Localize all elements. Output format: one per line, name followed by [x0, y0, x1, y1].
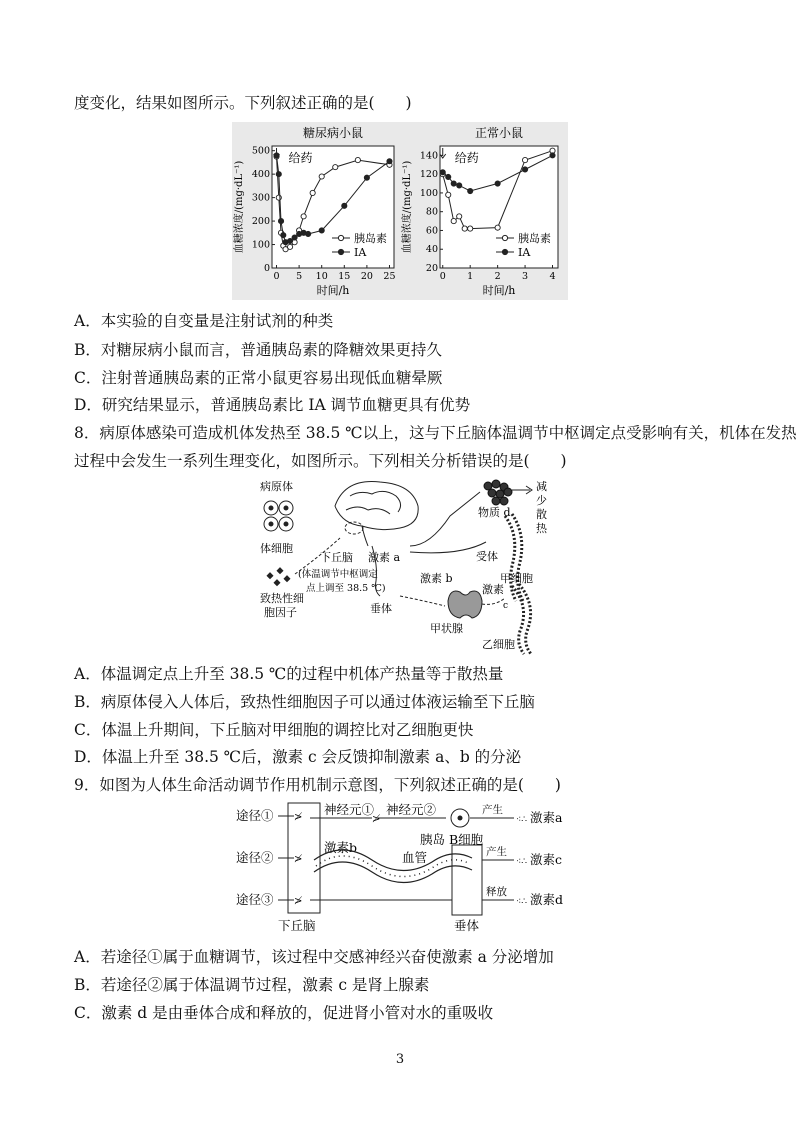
annotation-label: 给药 [288, 151, 313, 165]
route1-label: 途径① [236, 808, 274, 823]
cytokine-label-1: 致热性细 [260, 592, 304, 605]
x-tick-label: 0 [439, 271, 446, 282]
q9-option-a[interactable]: A．若途径①属于血糖调节，该过程中交感神经兴奋使激素 a 分泌增加 [74, 948, 554, 966]
q7-option-a[interactable]: A．本实验的自变量是注射试剂的种类 [74, 312, 334, 330]
annotation-label: 给药 [454, 151, 479, 165]
x-tick-label: 2 [494, 271, 501, 282]
data-point [342, 203, 347, 208]
x-tick-label: 10 [315, 271, 328, 282]
x-tick-label: 15 [338, 271, 351, 282]
setpoint-note-2: 点上调至 38.5 ℃) [306, 583, 386, 594]
data-point [468, 188, 473, 193]
body-cell-label: 体细胞 [260, 542, 293, 555]
data-point [451, 218, 456, 223]
y-tick-label: 200 [251, 216, 270, 228]
data-point [319, 228, 324, 233]
islet-label: 胰岛 B细胞 [420, 832, 484, 847]
x-tick-label: 5 [296, 271, 303, 282]
y-tick-label: 120 [419, 169, 438, 181]
islet-nucleus [458, 816, 463, 821]
synapse-mid: ≯ [372, 814, 381, 825]
y-tick-label: 400 [251, 169, 270, 181]
hormone-c-mark: c [503, 601, 509, 611]
data-point [281, 233, 286, 238]
cell-membrane-jia [505, 514, 523, 601]
y-tick-label: 100 [419, 187, 438, 199]
cell-yi-label: 乙细胞 [482, 638, 515, 651]
data-point [355, 157, 360, 162]
q7-option-c[interactable]: C．注射普通胰岛素的正常小鼠更容易出现低血糖晕厥 [74, 369, 443, 387]
hormone-c-label: 激素 [482, 583, 504, 596]
q7-option-d[interactable]: D．研究结果显示，普通胰岛素比 IA 调节血糖更具有优势 [74, 396, 471, 414]
q9-option-b[interactable]: B．若途径②属于体温调节过程，激素 c 是肾上腺素 [74, 976, 430, 994]
legend-label: 胰岛素 [354, 232, 387, 245]
data-point [364, 175, 369, 180]
y-axis-label: 血糖浓度/(mg·dL⁻¹) [234, 160, 245, 254]
substance-d-cluster [484, 480, 512, 505]
data-point [274, 153, 279, 158]
data-point [440, 170, 445, 175]
hormone-b-label: 激素b [324, 840, 358, 855]
x-tick-label: 4 [549, 271, 556, 282]
q8-stem-line2: 过程中会发生一系列生理变化，如图所示。下列相关分析错误的是( ) [74, 452, 567, 470]
brain-icon [335, 482, 418, 547]
data-point [550, 153, 555, 158]
legend-marker [338, 235, 343, 240]
data-point [387, 159, 392, 164]
q7-figure [232, 122, 568, 304]
legend-marker [502, 235, 507, 240]
q9-stem: 9．如图为人体生命活动调节作用机制示意图，下列叙述正确的是( ) [74, 776, 561, 794]
page-number: 3 [395, 1052, 405, 1067]
route2-label: 途径② [236, 850, 274, 865]
substance-d-label: 物质 d [478, 506, 511, 519]
body-cells [264, 501, 293, 531]
arrow-to-substance-d [410, 492, 480, 546]
synapse-1: ≯ [294, 812, 303, 823]
y-tick-label: 500 [251, 145, 270, 157]
x-axis-label: 时间/h [316, 284, 350, 297]
hypothalamus-label: 下丘脑 [278, 918, 316, 933]
heat-label-2: 少 [536, 494, 547, 507]
legend-marker [502, 249, 507, 254]
data-point [319, 174, 324, 179]
hormone-c-label: 激素c [530, 852, 563, 867]
thyroid-icon [448, 591, 482, 618]
q9-option-c[interactable]: C．激素 d 是由垂体合成和释放的，促进肾小管对水的重吸收 [74, 1004, 494, 1022]
y-tick-label: 140 [419, 150, 438, 162]
thyroid-label: 甲状腺 [430, 622, 463, 635]
q8-option-c[interactable]: C．体温上升期间，下丘脑对甲细胞的调控比对乙细胞更快 [74, 721, 474, 739]
y-tick-label: 20 [425, 263, 438, 274]
data-point [457, 214, 462, 219]
route-arrows-left [278, 816, 294, 900]
q9-diagram [232, 800, 572, 938]
hormone-b-label: 激素 b [420, 572, 453, 585]
y-tick-label: 0 [263, 263, 270, 274]
particles-d: ⁖∴ [516, 897, 527, 907]
release-label: 释放 [486, 886, 507, 898]
particles-a: ⁖∴ [516, 815, 527, 825]
q8-option-b[interactable]: B．病原体侵入人体后，致热性细胞因子可以通过体液运输至下丘脑 [74, 693, 535, 711]
x-tick-label: 0 [273, 271, 280, 282]
data-point [446, 174, 451, 179]
neuron2-label: 神经元② [386, 802, 437, 817]
particles-c: ⁖∴ [516, 857, 527, 867]
data-point [451, 181, 456, 186]
pituitary-label: 垂体 [454, 918, 480, 933]
hormone-d-label: 激素d [530, 892, 564, 907]
legend-label: 胰岛素 [518, 232, 551, 245]
q8-option-d[interactable]: D．体温上升至 38.5 ℃后，激素 c 会反馈抑制激素 a、b 的分泌 [74, 748, 522, 766]
receptor-label: 受体 [476, 550, 498, 563]
data-point [495, 225, 500, 230]
data-point [276, 195, 281, 200]
data-point [278, 218, 283, 223]
data-point [287, 244, 292, 249]
data-point [522, 167, 527, 172]
x-axis-label: 时间/h [482, 284, 516, 297]
y-axis-label: 血糖浓度/(mg·dL⁻¹) [402, 160, 413, 254]
heat-label-3: 散 [536, 508, 547, 521]
data-point [301, 214, 306, 219]
synapse-2: ≯ [294, 854, 303, 865]
data-point [468, 226, 473, 231]
y-tick-label: 80 [425, 206, 438, 218]
q8-diagram [250, 476, 560, 658]
data-point [292, 235, 297, 240]
pituitary-label: 垂体 [370, 602, 392, 615]
y-tick-label: 40 [425, 244, 438, 256]
cytokine-particles [266, 567, 290, 586]
heat-label-1: 减 [536, 480, 547, 493]
vessel-label: 血管 [402, 850, 428, 865]
chart-title: 糖尿病小鼠 [302, 126, 364, 140]
data-point [446, 192, 451, 197]
heat-label-4: 热 [536, 522, 547, 535]
produce-label-1: 产生 [482, 804, 503, 816]
q8-option-a[interactable]: A．体温调定点上升至 38.5 ℃的过程中机体产热量等于散热量 [74, 665, 504, 683]
arrow-hormone-c [482, 598, 505, 604]
data-point [287, 238, 292, 243]
data-point [522, 157, 527, 162]
x-tick-label: 1 [467, 271, 474, 282]
x-tick-label: 25 [383, 271, 396, 282]
y-tick-label: 100 [251, 239, 270, 251]
data-point [462, 226, 467, 231]
pathogen-label: 病原体 [260, 480, 293, 493]
q8-figure [250, 476, 560, 662]
x-tick-label: 20 [360, 271, 373, 282]
y-tick-label: 300 [251, 192, 270, 204]
legend-label: IA [354, 246, 367, 259]
q9-figure [232, 800, 572, 942]
hormone-a-label: 激素a [530, 810, 563, 825]
produce-label-2: 产生 [486, 846, 507, 858]
neuron1-label: 神经元① [324, 802, 375, 817]
legend-marker [338, 249, 343, 254]
synapse-3: ≯ [294, 896, 303, 907]
q8-stem-line1: 8．病原体感染可造成机体发热至 38.5 ℃以上，这与下丘脑体温调节中枢调定点受影响有关，机体在发热 [74, 424, 797, 442]
cytokine-label-2: 胞因子 [264, 606, 297, 619]
chart-title: 正常小鼠 [474, 126, 524, 140]
x-tick-label: 3 [522, 271, 529, 282]
q7-stem-tail: 度变化，结果如图所示。下列叙述正确的是( ) [74, 94, 412, 112]
hormone-a-label: 激素 a [368, 551, 401, 564]
data-point [333, 165, 338, 170]
data-point [310, 190, 315, 195]
legend-label: IA [518, 246, 531, 259]
setpoint-note-1: (体温调节中枢调定 [298, 569, 378, 580]
hypothalamus-label: 下丘脑 [320, 551, 353, 564]
cell-jia-label: 甲细胞 [500, 572, 533, 585]
data-point [495, 181, 500, 186]
q7-option-b[interactable]: B．对糖尿病小鼠而言，普通胰岛素的降糖效果更持久 [74, 341, 442, 359]
q7-charts [232, 122, 568, 300]
arrow-hormone-b [400, 596, 445, 606]
data-point [276, 172, 281, 177]
route3-label: 途径③ [236, 892, 274, 907]
data-point [306, 231, 311, 236]
data-point [457, 183, 462, 188]
y-tick-label: 60 [425, 225, 438, 237]
